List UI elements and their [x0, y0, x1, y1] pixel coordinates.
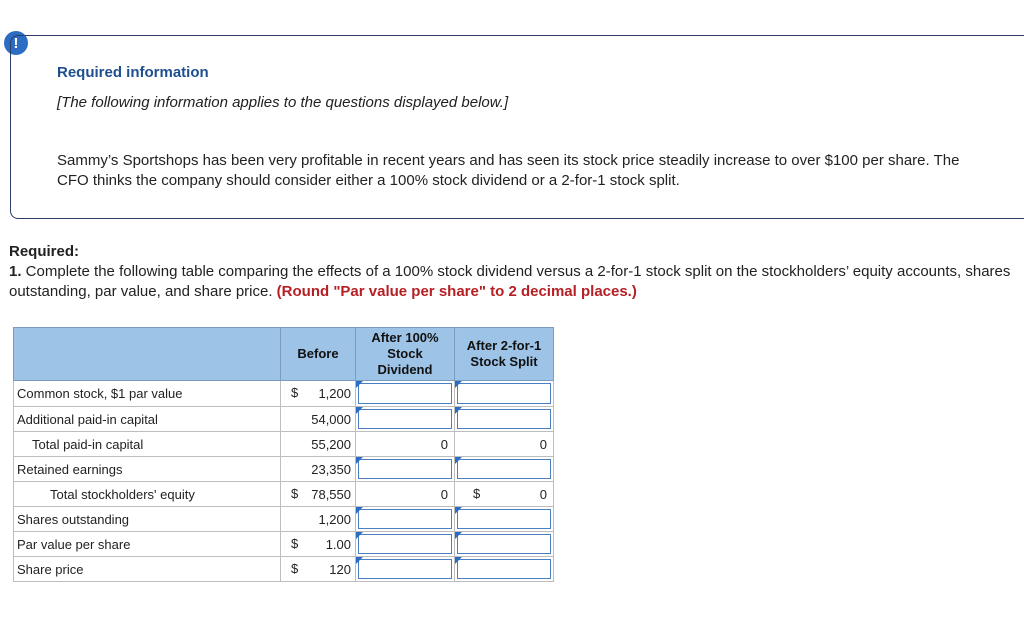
before-amount: 1,200: [318, 511, 351, 527]
dividend-input-par-value[interactable]: [356, 532, 455, 557]
before-value: [281, 557, 356, 582]
dividend-input-share-price[interactable]: [356, 557, 455, 582]
before-amount: 1.00: [325, 536, 351, 552]
dollar-sign: $: [291, 385, 299, 400]
before-amount: 55,200: [311, 436, 351, 452]
equity-comparison-table: [13, 327, 554, 582]
input-box[interactable]: [358, 559, 452, 579]
before-amount: 120: [329, 561, 351, 577]
question-text: Complete the following table comparing the effects of a 100% stock dividend versus a 2-for-1 stock split on the stockholders’ equity accounts, shares outstanding, par value, and share price.: [9, 263, 1011, 300]
dividend-total-equity: 0: [356, 482, 455, 507]
split-input-common-stock[interactable]: [455, 381, 554, 407]
info-text: Sammy’s Sportshops has been very profitable in recent years and has seen its stock price steadily increase to over $100 per share. The CFO thinks the company should consider either a 100% stock dividend or a 2-for-1 stock split.: [57, 152, 960, 189]
input-box[interactable]: [358, 383, 452, 404]
dollar-sign: $: [291, 561, 299, 576]
input-flag-icon: [455, 507, 462, 514]
row-label: Par value per share: [14, 532, 281, 557]
header-after-dividend: After 100% Stock Dividend: [356, 328, 455, 381]
before-value: [281, 532, 356, 557]
dollar-sign: $: [473, 486, 481, 501]
input-flag-icon: [455, 557, 462, 564]
input-box[interactable]: [457, 459, 551, 479]
round-note: (Round "Par value per share" to 2 decimal places.): [276, 283, 637, 300]
before-value: [281, 432, 356, 457]
row-label: Additional paid-in capital: [14, 407, 281, 432]
before-value: [281, 381, 356, 407]
input-flag-icon: [356, 532, 363, 539]
input-box[interactable]: [457, 559, 551, 579]
before-amount: 54,000: [311, 411, 351, 427]
alert-icon: !: [4, 31, 28, 55]
before-value: [281, 407, 356, 432]
input-flag-icon: [455, 532, 462, 539]
input-box[interactable]: [358, 534, 452, 554]
split-input-apic[interactable]: [455, 407, 554, 432]
before-value: [281, 507, 356, 532]
row-label: Shares outstanding: [14, 507, 281, 532]
dollar-sign: $: [291, 536, 299, 551]
split-input-retained-earnings[interactable]: [455, 457, 554, 482]
info-subtitle: [The following information applies to the questions displayed below.]: [57, 94, 509, 111]
split-input-share-price[interactable]: [455, 557, 554, 582]
input-flag-icon: [356, 507, 363, 514]
input-flag-icon: [356, 381, 363, 388]
header-label: [14, 328, 281, 381]
before-amount: 1,200: [318, 386, 351, 401]
input-box[interactable]: [457, 509, 551, 529]
row-label: Total paid-in capital: [14, 432, 281, 457]
before-amount: 23,350: [311, 461, 351, 477]
split-total-amount: 0: [539, 486, 547, 502]
input-box[interactable]: [358, 459, 452, 479]
input-box[interactable]: [358, 509, 452, 529]
input-flag-icon: [455, 457, 462, 464]
dividend-total-paid-in: 0: [356, 432, 455, 457]
dividend-input-apic[interactable]: [356, 407, 455, 432]
input-box[interactable]: [457, 534, 551, 554]
header-after-split: After 2-for-1 Stock Split: [455, 328, 554, 381]
input-box[interactable]: [457, 383, 551, 404]
input-box[interactable]: [457, 409, 551, 429]
dividend-input-retained-earnings[interactable]: [356, 457, 455, 482]
required-information-box: [10, 35, 1024, 219]
dividend-input-common-stock[interactable]: [356, 381, 455, 407]
dividend-input-shares-outstanding[interactable]: [356, 507, 455, 532]
input-flag-icon: [455, 407, 462, 414]
row-label: Common stock, $1 par value: [14, 381, 281, 407]
before-value: [281, 482, 356, 507]
dollar-sign: $: [291, 486, 299, 501]
split-input-par-value[interactable]: [455, 532, 554, 557]
input-flag-icon: [356, 457, 363, 464]
row-label: Retained earnings: [14, 457, 281, 482]
input-flag-icon: [356, 557, 363, 564]
split-total-paid-in: 0: [455, 432, 554, 457]
split-input-shares-outstanding[interactable]: [455, 507, 554, 532]
split-total-equity: [455, 482, 554, 507]
before-amount: 78,550: [311, 486, 351, 502]
input-flag-icon: [356, 407, 363, 414]
question-number: 1.: [9, 263, 22, 280]
required-heading: Required:: [9, 243, 80, 260]
info-title: Required information: [57, 64, 209, 81]
before-value: [281, 457, 356, 482]
header-before: Before: [281, 328, 356, 381]
required-instructions: [9, 262, 1024, 302]
row-label: Share price: [14, 557, 281, 582]
row-label: Total stockholders' equity: [14, 482, 281, 507]
input-box[interactable]: [358, 409, 452, 429]
input-flag-icon: [455, 381, 462, 388]
